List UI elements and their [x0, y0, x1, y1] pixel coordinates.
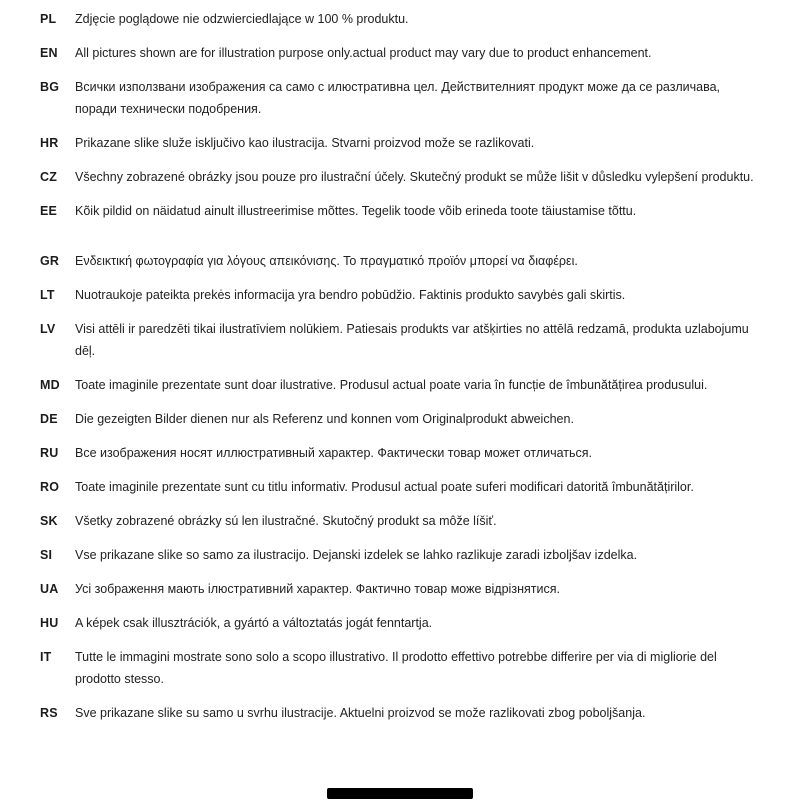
- language-code: LV: [40, 322, 56, 336]
- disclaimer-text: All pictures shown are for illustration purpose only.actual product may vary due to product enhancement.: [75, 46, 652, 60]
- disclaimer-row: [40, 476, 772, 498]
- disclaimer-row: [40, 702, 772, 724]
- disclaimer-row: [40, 646, 772, 690]
- disclaimer-row: [40, 8, 772, 30]
- disclaimer-row: [40, 544, 772, 566]
- language-code: MD: [40, 378, 60, 392]
- disclaimer-text: Všechny zobrazené obrázky jsou pouze pro ilustrační účely. Skutečný produkt se může lišit v důsledku vylepšení produktu.: [75, 170, 754, 184]
- disclaimer-text: Prikazane slike služe isključivo kao ilustracija. Stvarni proizvod može se razlikovati.: [75, 136, 535, 150]
- disclaimer-row: [40, 578, 772, 600]
- language-code: RS: [40, 706, 58, 720]
- language-code: HR: [40, 136, 59, 150]
- disclaimer-text: Vse prikazane slike so samo za ilustracijo. Dejanski izdelek se lahko razlikuje zaradi izboljšav izdelka.: [75, 548, 638, 562]
- disclaimer-text: Ενδεικτική φωτογραφία για λόγους απεικόνισης. Το πραγματικό προϊόν μπορεί να διαφέρει.: [75, 254, 578, 268]
- disclaimer-text: Все изображения носят иллюстративный характер. Фактически товар может отличаться.: [75, 446, 593, 460]
- language-code: LT: [40, 288, 55, 302]
- language-code: HU: [40, 616, 59, 630]
- disclaimer-text: Kõik pildid on näidatud ainult illustreerimise mõttes. Tegelik toode võib erineda toote täiustamise tõttu.: [75, 204, 637, 218]
- disclaimer-text: Усі зображення мають ілюстративний характер. Фактично товар може відрізнятися.: [75, 582, 560, 596]
- disclaimer-row: [40, 76, 772, 120]
- disclaimer-text: Tutte le immagini mostrate sono solo a scopo illustrativo. Il prodotto effettivo potrebbe differire per via di migliorie del prodotto stesso.: [75, 650, 717, 686]
- disclaimer-row: [40, 42, 772, 64]
- disclaimer-text: Všetky zobrazené obrázky sú len ilustračné. Skutočný produkt sa môže líšiť.: [75, 514, 497, 528]
- disclaimer-row: [40, 200, 772, 222]
- disclaimer-text: Nuotraukoje pateikta prekės informacija yra bendro pobūdžio. Faktinis produkto savybės gali skirtis.: [75, 288, 626, 302]
- disclaimer-text: Visi attēli ir paredzēti tikai ilustratīviem nolūkiem. Patiesais produkts var atšķirties no attēlā redzamā, produkta uzlabojumu dēļ.: [75, 322, 749, 358]
- language-code: RU: [40, 446, 59, 460]
- disclaimer-row: [40, 132, 772, 154]
- disclaimer-row: [40, 442, 772, 464]
- language-code: EN: [40, 46, 58, 60]
- disclaimer-row: [40, 408, 772, 430]
- disclaimer-row: [40, 374, 772, 396]
- disclaimer-text: A képek csak illusztrációk, a gyártó a változtatás jogát fenntartja.: [75, 616, 433, 630]
- disclaimer-row: [40, 318, 772, 362]
- language-code: SK: [40, 514, 58, 528]
- disclaimer-row: [40, 250, 772, 272]
- disclaimer-row: [40, 166, 772, 188]
- disclaimer-row: [40, 612, 772, 634]
- disclaimer-row: [40, 510, 772, 532]
- language-code: PL: [40, 12, 57, 26]
- language-code: SI: [40, 548, 53, 562]
- disclaimer-text: Всички използвани изображения са само с илюстративна цел. Действителният продукт може да се различава, поради технически подобрения.: [75, 80, 720, 116]
- disclaimer-text: Die gezeigten Bilder dienen nur als Referenz und konnen vom Originalprodukt abweichen.: [75, 412, 574, 426]
- disclaimer-row: [40, 284, 772, 306]
- language-code: IT: [40, 650, 52, 664]
- language-code: UA: [40, 582, 59, 596]
- language-code: DE: [40, 412, 58, 426]
- language-code: RO: [40, 480, 60, 494]
- disclaimer-text: Toate imaginile prezentate sunt cu titlu informativ. Produsul actual poate suferi modificari datorită îmbunătățirilor.: [75, 480, 694, 494]
- disclaimer-text: Toate imaginile prezentate sunt doar ilustrative. Produsul actual poate varia în funcție de îmbunătățirea produsului.: [75, 378, 708, 392]
- language-code: BG: [40, 80, 60, 94]
- bottom-bar: [327, 788, 473, 799]
- disclaimer-text: Zdjęcie poglądowe nie odzwierciedlające w 100 % produktu.: [75, 12, 409, 26]
- language-code: CZ: [40, 170, 58, 184]
- language-code: GR: [40, 254, 60, 268]
- language-code: EE: [40, 204, 58, 218]
- disclaimer-text: Sve prikazane slike su samo u svrhu ilustracije. Aktuelni proizvod se može razlikovati zbog poboljšanja.: [75, 706, 646, 720]
